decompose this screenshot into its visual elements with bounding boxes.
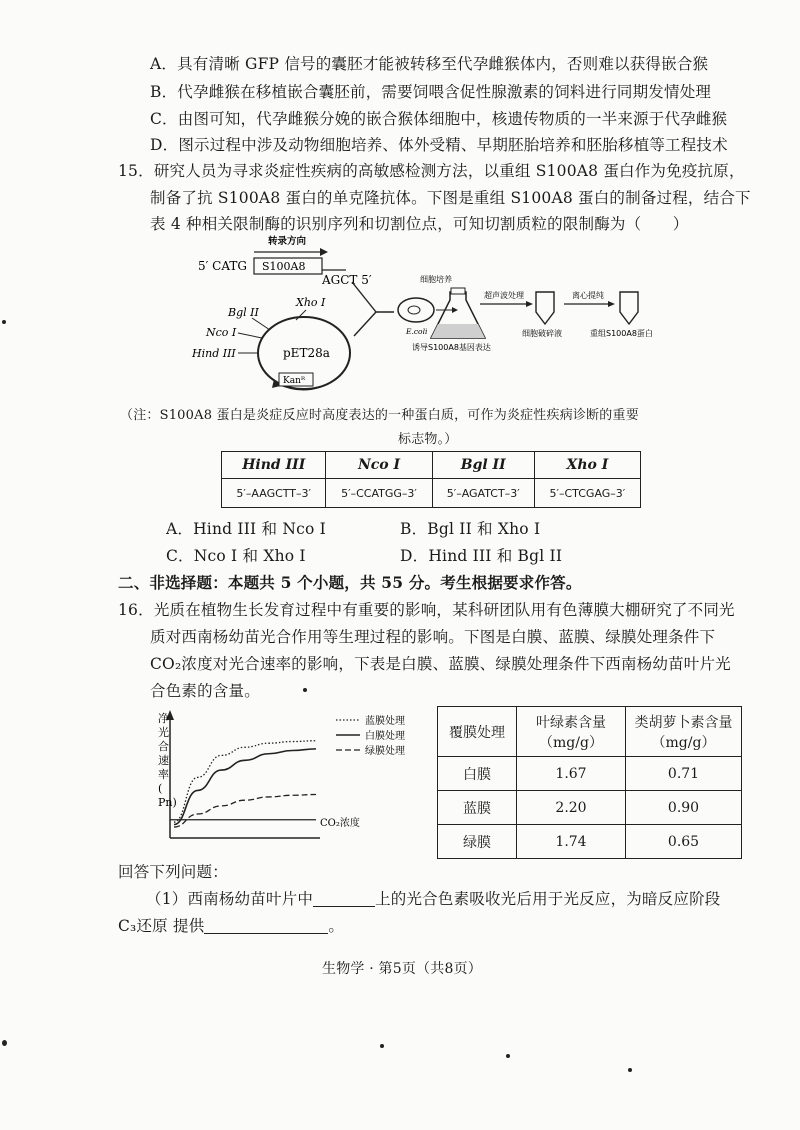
q15-option-d: D．Hind III 和 Bgl II: [400, 547, 563, 565]
page-footer: 生物学 · 第5页（共8页）: [322, 961, 482, 977]
pigment-cell: 1.67: [517, 757, 626, 791]
chart-ylabel-char: (: [158, 782, 163, 795]
pigment-table: [437, 706, 742, 859]
q16-sub1-text-d: 。: [328, 917, 345, 935]
lysate-tube: [536, 292, 554, 324]
protein-label: 重组S100A8蛋白: [590, 329, 653, 338]
enzyme-sequence: 5′–CTCGAG–3′: [534, 479, 640, 508]
pigment-cell: 0.65: [626, 825, 742, 859]
q16-chart-svg: [140, 708, 430, 850]
site-nco-pointer: [238, 333, 262, 338]
ultrasound-label: 超声波处理: [484, 291, 524, 300]
chart-ylabel-char: Pn): [158, 796, 177, 809]
pigment-header: 类胡萝卜素含量 （mg/g）: [626, 707, 742, 757]
site-hind: Hind III: [192, 347, 236, 360]
scan-speck: [2, 320, 6, 324]
q15-stem-line3: 表 4 种相关限制酶的识别序列和切割位点，可知切割质粒的限制酶为（ ）: [150, 215, 689, 233]
enzyme-table: [221, 451, 641, 508]
q15-note-line2: 标志物。）: [398, 432, 458, 447]
gene-5prime-right: AGCT 5′: [322, 273, 372, 287]
ecoli-plasmid: [408, 306, 420, 314]
flask-medium: [431, 324, 485, 338]
enzyme-sequence: 5′–CCATGG–3′: [326, 479, 432, 508]
scan-speck: [506, 1054, 510, 1058]
transcription-arrowhead: [320, 248, 328, 256]
pigment-header: 覆膜处理: [438, 707, 517, 757]
culture-label: 细胞培养: [420, 275, 452, 284]
answer-intro: 回答下列问题：: [118, 863, 228, 881]
gene-label: S100A8: [262, 260, 306, 273]
enzyme-name: Bgl II: [432, 452, 534, 479]
q16-stem-line2: 质对西南杨幼苗光合作用等生理过程的影响。下图是白膜、蓝膜、绿膜处理条件下: [150, 628, 716, 646]
q14-option-a: A．具有清晰 GFP 信号的囊胚才能被转移至代孕雌猴体内，否则难以获得嵌合猴: [150, 55, 709, 73]
ultrasound-arrowhead: [526, 301, 533, 307]
pigment-cell: 2.20: [517, 791, 626, 825]
q16-sub1-text-c: C₃还原 提供: [118, 917, 205, 935]
q16-sub1-line1: [146, 887, 720, 909]
site-bgl: Bgl II: [228, 306, 259, 319]
centrifuge-arrowhead: [608, 301, 615, 307]
scan-speck: [380, 1044, 384, 1048]
answer-blank-1[interactable]: [313, 890, 375, 907]
flask-stopper: [451, 288, 465, 294]
gene-5prime-left: 5′ CATG: [198, 259, 247, 273]
series-line-dashed: [174, 794, 316, 827]
q16-sub1-line2: [118, 914, 344, 936]
ecoli-cell: [398, 298, 434, 322]
q14-option-c: C．由图可知，代孕雌猴分娩的嵌合猴体细胞中，核遗传物质的一半来源于代孕雌猴: [150, 110, 728, 128]
pigment-cell: 绿膜: [438, 825, 517, 859]
chart-ylabel-char: 率: [158, 768, 169, 781]
q15-option-a: A．Hind III 和 Nco I: [166, 520, 326, 538]
series-line-dotted: [174, 741, 316, 822]
enzyme-sequence: 5′–AAGCTT–3′: [222, 479, 326, 508]
legend-label: 白膜处理: [365, 731, 405, 742]
q16-chart: [140, 708, 430, 850]
lysate-label: 细胞破碎液: [522, 329, 562, 338]
scan-speck: [303, 688, 307, 692]
legend-label: 蓝膜处理: [365, 716, 405, 727]
site-nco: Nco I: [206, 326, 237, 339]
q16-stem-line1: 16．光质在植物生长发育过程中有重要的影响，某科研团队用有色薄膜大棚研究了不同光: [118, 601, 735, 619]
chart-series-group: [170, 741, 316, 827]
site-bgl-pointer: [252, 318, 270, 330]
q15-diagram: [180, 232, 770, 402]
chart-ylabel-char: 速: [158, 754, 169, 767]
q14-option-b: B．代孕雌猴在移植嵌合囊胚前，需要饲喂含促性腺激素的饲料进行同期发情处理: [150, 83, 712, 101]
enzyme-sequence: 5′–AGATCT–3′: [432, 479, 534, 508]
q16-stem-line4: 合色素的含量。: [150, 682, 260, 700]
chart-ylabel-char: 光: [158, 726, 169, 739]
chart-legend: [336, 714, 405, 757]
q16-sub1-text-b: 上的光合色素吸收光后用于光反应，为暗反应阶段: [375, 890, 721, 908]
pigment-header: 叶绿素含量 （mg/g）: [517, 707, 626, 757]
transcription-label: 转录方向: [268, 236, 307, 247]
series-line-solid: [174, 749, 316, 825]
ecoli-label: E.coli: [406, 327, 428, 336]
chart-ylabel-char: 净: [158, 712, 169, 725]
pigment-cell: 0.90: [626, 791, 742, 825]
protein-tube: [620, 292, 638, 324]
centrifuge-label: 离心提纯: [572, 291, 604, 300]
plasmid-label: pET28a: [283, 346, 330, 360]
q16-sub1-text-a: （1）西南杨幼苗叶片中: [146, 890, 314, 908]
chart-ylabel-char: 合: [158, 740, 169, 753]
q15-stem-line1: 15．研究人员为寻求炎症性疾病的高敏感检测方法，以重组 S100A8 蛋白作为免疫抗原，: [118, 162, 745, 180]
q14-option-d: D．图示过程中涉及动物细胞培养、体外受精、早期胚胎培养和胚胎移植等工程技术: [150, 136, 728, 154]
enzyme-name: Nco I: [326, 452, 432, 479]
q16-stem-line3: CO₂浓度对光合速率的影响，下表是白膜、蓝膜、绿膜处理条件下西南杨幼苗叶片光: [150, 655, 731, 673]
enzyme-name: Hind III: [222, 452, 326, 479]
kan-label: Kanᴿ: [283, 376, 306, 386]
induce-label: 诱导S100A8基因表达: [412, 343, 491, 352]
pigment-cell: 1.74: [517, 825, 626, 859]
pigment-cell: 0.71: [626, 757, 742, 791]
q15-diagram-svg: [180, 232, 770, 402]
scan-speck: [2, 1040, 7, 1046]
q15-option-c: C．Nco I 和 Xho I: [166, 547, 306, 565]
site-xho: Xho I: [296, 296, 326, 309]
ecoli-arrowhead: [452, 307, 458, 313]
legend-label: 绿膜处理: [365, 746, 405, 757]
pigment-cell: 白膜: [438, 757, 517, 791]
q15-option-b: B．Bgl II 和 Xho I: [400, 520, 541, 538]
merge-line-bottom: [354, 312, 376, 336]
answer-blank-2[interactable]: [204, 917, 328, 934]
chart-xlabel: CO₂浓度: [320, 818, 360, 829]
q15-note-line1: （注：S100A8 蛋白是炎症反应时高度表达的一种蛋白质，可作为炎症性疾病诊断的重要: [120, 408, 639, 423]
q15-stem-line2: 制备了抗 S100A8 蛋白的单克隆抗体。下图是重组 S100A8 蛋白的制备过程，结合下: [150, 189, 751, 207]
section-2-heading: 二、非选择题：本题共 5 个小题，共 55 分。考生根据要求作答。: [118, 573, 582, 592]
enzyme-name: Xho I: [534, 452, 640, 479]
pigment-cell: 蓝膜: [438, 791, 517, 825]
scan-speck: [628, 1068, 632, 1072]
site-xho-pointer: [296, 310, 306, 320]
